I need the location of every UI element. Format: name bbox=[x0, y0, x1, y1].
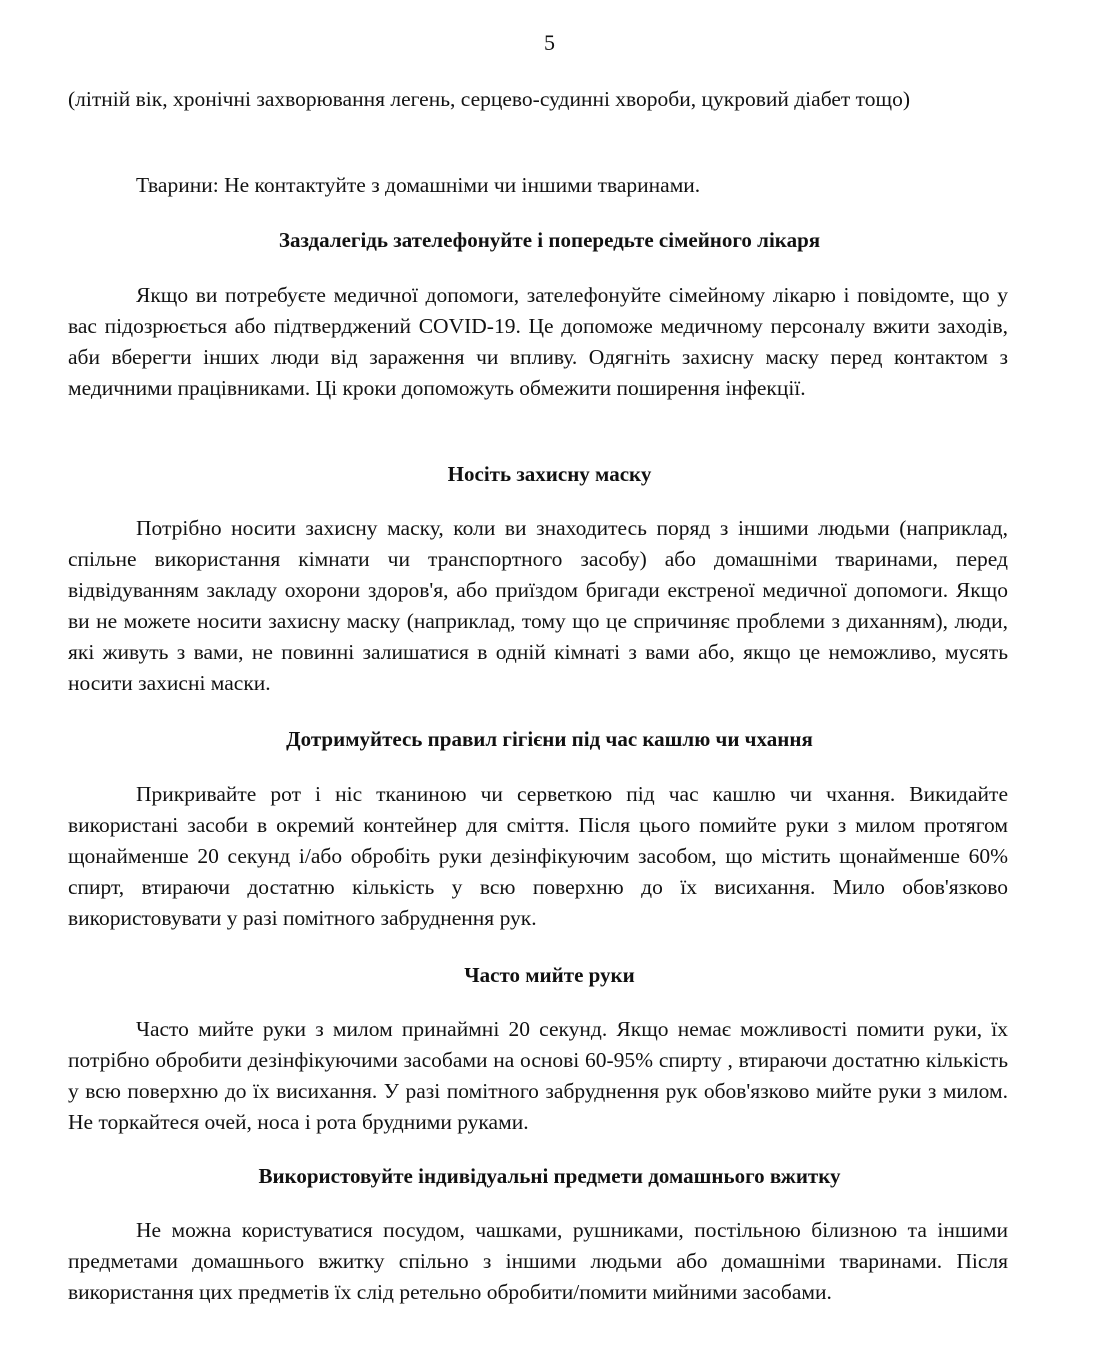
section-text-wash-hands: Часто мийте руки з милом принаймні 20 секунд. Якщо немає можливості помити руки, їх потрібно обробити дезінфікуючими засобами на основі 60-95% спирту , втираючи достатню кількість у всю поверхню до їх висихання. У разі помітного забруднення рук обов'язково мийте руки з милом. Не торкайтеся очей, носа і рота брудними руками. bbox=[68, 1017, 1008, 1134]
animals-paragraph: Тварини: Не контактуйте з домашніми чи іншими тваринами. bbox=[136, 173, 701, 197]
section-heading-call-doctor: Заздалегідь зателефонуйте і попередьте сімейного лікаря bbox=[278, 228, 821, 252]
section-heading-wash-hands: Часто мийте руки bbox=[464, 963, 635, 987]
intro-paragraph: (літній вік, хронічні захворювання легень, серцево-судинні хвороби, цукровий діабет тощо) bbox=[68, 87, 910, 111]
section-text-personal-items: Не можна користуватися посудом, чашками, рушниками, постільною білизною та іншими предметами домашнього вжитку спільно з іншими людьми або домашніми тваринами. Після використання цих предметів їх слід ретельно обробити/помити мийними засобами. bbox=[68, 1218, 1008, 1304]
page-number: 5 bbox=[544, 30, 555, 55]
section-heading-personal-items: Використовуйте індивідуальні предмети домашнього вжитку bbox=[258, 1164, 841, 1188]
section-text-wear-mask: Потрібно носити захисну маску, коли ви знаходитесь поряд з іншими людьми (наприклад, спільне використання кімнати чи транспортного засобу) або домашніми тваринами, перед відвідуванням закладу охорони здоров'я, або приїздом бригади екстреної медичної допомоги. Якщо ви не можете носити захисну маску (наприклад, тому що це спричиняє проблеми з диханням), люди, які живуть з вами, не повинні залишатися в одній кімнаті з вами або, якщо це неможливо, мусять носити захисні маски. bbox=[68, 516, 1008, 695]
section-text-cough-hygiene: Прикривайте рот і ніс тканиною чи серветкою під час кашлю чи чхання. Викидайте використані засоби в окремий контейнер для сміття. Після цього помийте руки з милом протягом щонайменше 20 секунд і/або обробіть руки дезінфікуючим засобом, що містить щонайменше 60% спирт, втираючи достатню кількість у всю поверхню до їх висихання. Мило обов'язково використовувати у разі помітного забруднення рук. bbox=[68, 782, 1008, 930]
section-heading-cough-hygiene: Дотримуйтесь правил гігієни під час кашлю чи чхання bbox=[286, 727, 813, 751]
section-text-call-doctor: Якщо ви потребуєте медичної допомоги, зателефонуйте сімейному лікарю і повідомте, що у вас підозрюється або підтверджений COVID-19. Це допоможе медичному персоналу вжити заходів, аби вберегти інших люди від зараження чи впливу. Одягніть захисну маску перед контактом з медичними працівниками. Ці кроки допоможуть обмежити поширення інфекції. bbox=[68, 283, 1008, 400]
section-heading-wear-mask: Носіть захисну маску bbox=[447, 462, 652, 486]
